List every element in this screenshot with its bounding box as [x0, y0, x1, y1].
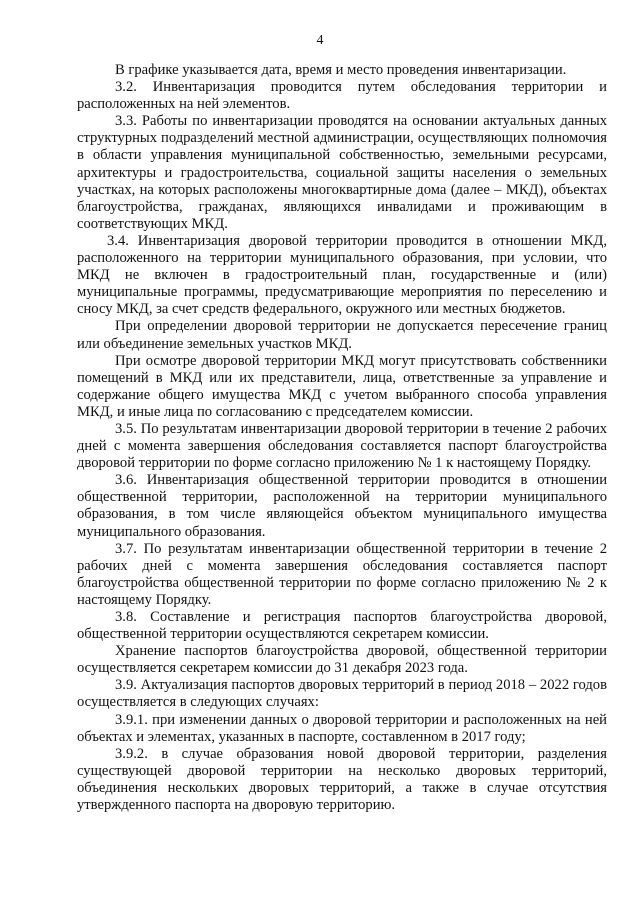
page-number: 4 [316, 33, 324, 48]
paragraph: 3.9.1. при изменении данных о дворовой территории и расположенных на ней объектах и элементах, указанных в паспорте, составленном в 2017 году; [77, 711, 607, 745]
paragraph: 3.2. Инвентаризация проводится путем обследования территории и расположенных на ней элементов. [77, 79, 607, 113]
paragraph: 3.5. По результатам инвентаризации дворовой территории в течение 2 рабочих дней с момента завершения обследования составляется паспорт благоустройства дворовой территории по форме согласно приложению № 1 к настоящему Порядку. [77, 420, 607, 472]
paragraph: При осмотре дворовой территории МКД могут присутствовать собственники помещений в МКД или их представители, лица, ответственные за управление и содержание общего имущества МКД с учетом выбранного способа управления МКД, и иные лица по согласованию с председателем комиссии. [77, 352, 607, 420]
paragraph: 3.9. Актуализация паспортов дворовых территорий в период 2018 – 2022 годов осуществляется в следующих случаях: [77, 677, 607, 711]
paragraph: В графике указывается дата, время и место проведения инвентаризации. [115, 62, 567, 78]
paragraph: 3.6. Инвентаризация общественной территории проводится в отношении общественной территории, расположенной на территории муниципального образования, в том числе являющейся объектом муниципального имущества муниципального образования. [77, 472, 607, 540]
paragraph: 3.3. Работы по инвентаризации проводятся на основании актуальных данных структурных подразделений местной администрации, осуществляющих полномочия в области управления муниципальной собственностью, земельными ресурсами, архитектуры и градостроительства, социальной защиты населения о земельных участках, на которых расположены многоквартирные дома (далее – МКД), объектах благоустройства, гражданах, являющихся инвалидами и проживающим в соответствующих МКД. [77, 113, 607, 232]
paragraph: При определении дворовой территории не допускается пересечение границ или объединение земельных участков МКД. [77, 318, 607, 352]
paragraph: 3.7. По результатам инвентаризации общественной территории в течение 2 рабочих дней с момента завершения обследования составляется паспорт благоустройства общественной территории по форме согласно приложению № 2 к настоящему Порядку. [77, 540, 607, 608]
paragraph: 3.8. Составление и регистрация паспортов благоустройства дворовой, общественной территории осуществляются секретарем комиссии. [77, 609, 607, 643]
paragraph: Хранение паспортов благоустройства дворовой, общественной территории осуществляется секретарем комиссии до 31 декабря 2023 года. [77, 643, 607, 677]
paragraph: 3.4. Инвентаризация дворовой территории проводится в отношении МКД, расположенного на территории муниципального образования, при условии, что МКД не включен в градостроительный план, государственные и (или) муниципальные программы, предусматривающие мероприятия по переселению и сносу МКД, за счет средств федерального, окружного или местных бюджетов. [77, 232, 607, 318]
document-body [77, 62, 607, 814]
paragraph: 3.9.2. в случае образования новой дворовой территории, разделения существующей дворовой территории на несколько дворовых территорий, объединения нескольких дворовых территорий, а также в случае отсутствия утвержденного паспорта на дворовую территорию. [77, 745, 607, 814]
